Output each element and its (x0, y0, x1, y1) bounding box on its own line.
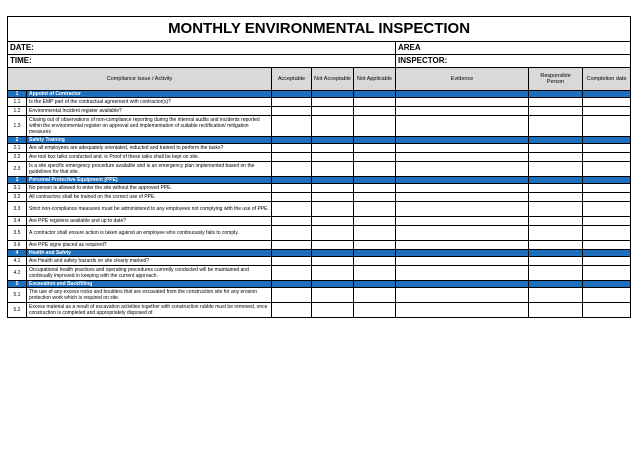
evidence-cell[interactable] (396, 241, 529, 250)
section-title: Health and Safety (27, 250, 272, 257)
table-row (8, 266, 631, 281)
table-row (8, 288, 631, 303)
not-acceptable-cell[interactable] (312, 144, 354, 153)
not-applicable-cell[interactable] (354, 288, 396, 303)
completion-cell[interactable] (583, 193, 631, 202)
acceptable-cell[interactable] (272, 303, 312, 318)
header-acceptable: Acceptable (272, 68, 312, 91)
section-blank-cell (272, 281, 312, 288)
not-acceptable-cell[interactable] (312, 184, 354, 193)
responsible-cell[interactable] (529, 162, 583, 177)
completion-cell[interactable] (583, 98, 631, 107)
section-blank-cell (312, 91, 354, 98)
section-blank-cell (583, 91, 631, 98)
not-applicable-cell[interactable] (354, 116, 396, 137)
not-acceptable-cell[interactable] (312, 288, 354, 303)
not-acceptable-cell[interactable] (312, 162, 354, 177)
section-blank-cell (354, 91, 396, 98)
evidence-cell[interactable] (396, 107, 529, 116)
acceptable-cell[interactable] (272, 288, 312, 303)
section-blank-cell (396, 250, 529, 257)
table-row (8, 257, 631, 266)
inspection-sheet (7, 16, 631, 318)
evidence-cell[interactable] (396, 303, 529, 318)
section-blank-cell (312, 177, 354, 184)
item-text: Closing out of observations of non-compliance reporting during the internal audits and incidents reported within the environmental register on approval and implementation of suitable rectification/ mitigation measures (27, 116, 272, 137)
table-row (8, 241, 631, 250)
responsible-cell[interactable] (529, 241, 583, 250)
completion-cell[interactable] (583, 107, 631, 116)
section-number: 1 (8, 91, 27, 98)
acceptable-cell[interactable] (272, 98, 312, 107)
section-row (8, 250, 631, 257)
not-acceptable-cell[interactable] (312, 266, 354, 281)
responsible-cell[interactable] (529, 184, 583, 193)
acceptable-cell[interactable] (272, 144, 312, 153)
not-applicable-cell[interactable] (354, 184, 396, 193)
section-blank-cell (396, 177, 529, 184)
section-blank-cell (529, 250, 583, 257)
not-applicable-cell[interactable] (354, 162, 396, 177)
section-blank-cell (583, 177, 631, 184)
acceptable-cell[interactable] (272, 193, 312, 202)
not-applicable-cell[interactable] (354, 153, 396, 162)
item-number: 4.1 (8, 257, 27, 266)
table-row (8, 98, 631, 107)
table-row (8, 153, 631, 162)
section-blank-cell (529, 137, 583, 144)
item-number: 2.1 (8, 144, 27, 153)
section-title: Excavation and Backfilling (27, 281, 272, 288)
completion-cell[interactable] (583, 241, 631, 250)
acceptable-cell[interactable] (272, 226, 312, 241)
section-blank-cell (354, 281, 396, 288)
header-issue: Compliance Issue / Activity (8, 68, 272, 91)
evidence-cell[interactable] (396, 257, 529, 266)
not-acceptable-cell[interactable] (312, 153, 354, 162)
section-number: 2 (8, 137, 27, 144)
acceptable-cell[interactable] (272, 217, 312, 226)
time-label: TIME: (8, 55, 396, 68)
evidence-cell[interactable] (396, 226, 529, 241)
not-acceptable-cell[interactable] (312, 241, 354, 250)
responsible-cell[interactable] (529, 98, 583, 107)
page-title: MONTHLY ENVIRONMENTAL INSPECTION (8, 17, 631, 42)
not-applicable-cell[interactable] (354, 107, 396, 116)
responsible-cell[interactable] (529, 153, 583, 162)
evidence-cell[interactable] (396, 266, 529, 281)
header-not-applicable: Not Applicable (354, 68, 396, 91)
item-text: Are PPE signs placed as required? (27, 241, 272, 250)
not-applicable-cell[interactable] (354, 144, 396, 153)
item-number: 1.1 (8, 98, 27, 107)
section-blank-cell (312, 281, 354, 288)
inspector-label: INSPECTOR: (396, 55, 631, 68)
evidence-cell[interactable] (396, 288, 529, 303)
responsible-cell[interactable] (529, 217, 583, 226)
not-applicable-cell[interactable] (354, 266, 396, 281)
section-title: Personal Protective Equipment (PPE) (27, 177, 272, 184)
item-text: Occupational health practices and operating procedures currently conducted will be maintained and continually improved in keeping with the current approach. (27, 266, 272, 281)
section-blank-cell (583, 137, 631, 144)
item-text: Are PPE registers available and up to date? (27, 217, 272, 226)
section-blank-cell (272, 250, 312, 257)
responsible-cell[interactable] (529, 288, 583, 303)
not-applicable-cell[interactable] (354, 226, 396, 241)
evidence-cell[interactable] (396, 202, 529, 217)
item-text: Excess material as a result of excavation activities together with construction rubble must be removed, once construction is completed and appropriately disposed of. (27, 303, 272, 318)
responsible-cell[interactable] (529, 193, 583, 202)
evidence-cell[interactable] (396, 162, 529, 177)
section-title: Appoint of Contractor (27, 91, 272, 98)
not-acceptable-cell[interactable] (312, 193, 354, 202)
item-number: 4.2 (8, 266, 27, 281)
item-text: The use of any excess rocks and boulders that are excavated from the construction site for any erosion protection work which is required on site. (27, 288, 272, 303)
section-blank-cell (312, 137, 354, 144)
not-acceptable-cell[interactable] (312, 202, 354, 217)
item-text: Strict non-compliance measures must be administered to any employees not complying with the use of PPE. (27, 202, 272, 217)
completion-cell[interactable] (583, 153, 631, 162)
responsible-cell[interactable] (529, 202, 583, 217)
evidence-cell[interactable] (396, 153, 529, 162)
section-row (8, 137, 631, 144)
not-acceptable-cell[interactable] (312, 107, 354, 116)
evidence-cell[interactable] (396, 193, 529, 202)
section-blank-cell (312, 250, 354, 257)
area-label: AREA (396, 42, 631, 55)
section-number: 5 (8, 281, 27, 288)
section-row (8, 91, 631, 98)
not-applicable-cell[interactable] (354, 217, 396, 226)
evidence-cell[interactable] (396, 116, 529, 137)
item-number: 3.3 (8, 202, 27, 217)
header-not-acceptable: Not Acceptable (312, 68, 354, 91)
item-text: Are all employees are adequately orientated, inducted and trained to perform the tasks? (27, 144, 272, 153)
column-header-row (8, 68, 631, 91)
responsible-cell[interactable] (529, 107, 583, 116)
table-row (8, 184, 631, 193)
not-applicable-cell[interactable] (354, 98, 396, 107)
evidence-cell[interactable] (396, 184, 529, 193)
completion-cell[interactable] (583, 257, 631, 266)
evidence-cell[interactable] (396, 98, 529, 107)
section-row (8, 281, 631, 288)
completion-cell[interactable] (583, 288, 631, 303)
item-number: 3.1 (8, 184, 27, 193)
acceptable-cell[interactable] (272, 257, 312, 266)
responsible-cell[interactable] (529, 226, 583, 241)
completion-cell[interactable] (583, 144, 631, 153)
item-number: 1.2 (8, 107, 27, 116)
header-evidence: Evidence (396, 68, 529, 91)
item-number: 5.2 (8, 303, 27, 318)
acceptable-cell[interactable] (272, 266, 312, 281)
table-row (8, 144, 631, 153)
acceptable-cell[interactable] (272, 107, 312, 116)
not-acceptable-cell[interactable] (312, 257, 354, 266)
table-row (8, 107, 631, 116)
item-number: 5.1 (8, 288, 27, 303)
table-row (8, 303, 631, 318)
item-text: Is the EMP part of the contractual agreement with contractor(s)? (27, 98, 272, 107)
table-row (8, 193, 631, 202)
completion-cell[interactable] (583, 266, 631, 281)
acceptable-cell[interactable] (272, 153, 312, 162)
section-number: 4 (8, 250, 27, 257)
evidence-cell[interactable] (396, 144, 529, 153)
responsible-cell[interactable] (529, 266, 583, 281)
not-applicable-cell[interactable] (354, 241, 396, 250)
responsible-cell[interactable] (529, 303, 583, 318)
not-acceptable-cell[interactable] (312, 303, 354, 318)
section-blank-cell (529, 281, 583, 288)
item-number: 3.4 (8, 217, 27, 226)
section-blank-cell (583, 281, 631, 288)
section-blank-cell (396, 91, 529, 98)
item-text: Are tool box talks conducted and. is Proof of these talks shall be kept on site. (27, 153, 272, 162)
date-label: DATE: (8, 42, 396, 55)
section-blank-cell (354, 177, 396, 184)
section-blank-cell (396, 281, 529, 288)
acceptable-cell[interactable] (272, 184, 312, 193)
not-acceptable-cell[interactable] (312, 217, 354, 226)
table-row (8, 217, 631, 226)
section-title: Safety Training (27, 137, 272, 144)
item-text: A contractor shall ensure action is taken against an employee who continuously fails to comply. (27, 226, 272, 241)
table-row (8, 226, 631, 241)
section-row (8, 177, 631, 184)
not-applicable-cell[interactable] (354, 303, 396, 318)
responsible-cell[interactable] (529, 144, 583, 153)
item-text: All contractors shall be trained on the correct use of PPE. (27, 193, 272, 202)
evidence-cell[interactable] (396, 217, 529, 226)
header-responsible: Responsible Person (529, 68, 583, 91)
completion-cell[interactable] (583, 217, 631, 226)
not-acceptable-cell[interactable] (312, 98, 354, 107)
completion-cell[interactable] (583, 303, 631, 318)
completion-cell[interactable] (583, 226, 631, 241)
section-blank-cell (272, 91, 312, 98)
item-number: 3.6 (8, 241, 27, 250)
table-row (8, 162, 631, 177)
item-number: 1.3 (8, 116, 27, 137)
acceptable-cell[interactable] (272, 162, 312, 177)
item-number: 3.5 (8, 226, 27, 241)
not-applicable-cell[interactable] (354, 193, 396, 202)
completion-cell[interactable] (583, 202, 631, 217)
header-completion: Completion date (583, 68, 631, 91)
item-number: 2.3 (8, 162, 27, 177)
section-number: 3 (8, 177, 27, 184)
completion-cell[interactable] (583, 162, 631, 177)
item-number: 2.2 (8, 153, 27, 162)
completion-cell[interactable] (583, 184, 631, 193)
acceptable-cell[interactable] (272, 202, 312, 217)
item-number: 3.2 (8, 193, 27, 202)
section-blank-cell (529, 91, 583, 98)
item-text: Environmental Incident register available? (27, 107, 272, 116)
item-text: No person is allowed to enter the site without the approved PPE. (27, 184, 272, 193)
section-blank-cell (396, 137, 529, 144)
acceptable-cell[interactable] (272, 241, 312, 250)
acceptable-cell[interactable] (272, 116, 312, 137)
not-applicable-cell[interactable] (354, 257, 396, 266)
completion-cell[interactable] (583, 116, 631, 137)
table-row (8, 116, 631, 137)
responsible-cell[interactable] (529, 116, 583, 137)
not-acceptable-cell[interactable] (312, 116, 354, 137)
not-applicable-cell[interactable] (354, 202, 396, 217)
section-blank-cell (583, 250, 631, 257)
section-blank-cell (354, 250, 396, 257)
item-text: Are Health and safety hazards on site clearly marked? (27, 257, 272, 266)
item-text: Is a site specific emergency procedure available and is an emergency plan implemented based on the guidelines for that site. (27, 162, 272, 177)
table-row (8, 202, 631, 217)
section-blank-cell (272, 137, 312, 144)
responsible-cell[interactable] (529, 257, 583, 266)
section-blank-cell (529, 177, 583, 184)
section-blank-cell (272, 177, 312, 184)
section-blank-cell (354, 137, 396, 144)
not-acceptable-cell[interactable] (312, 226, 354, 241)
